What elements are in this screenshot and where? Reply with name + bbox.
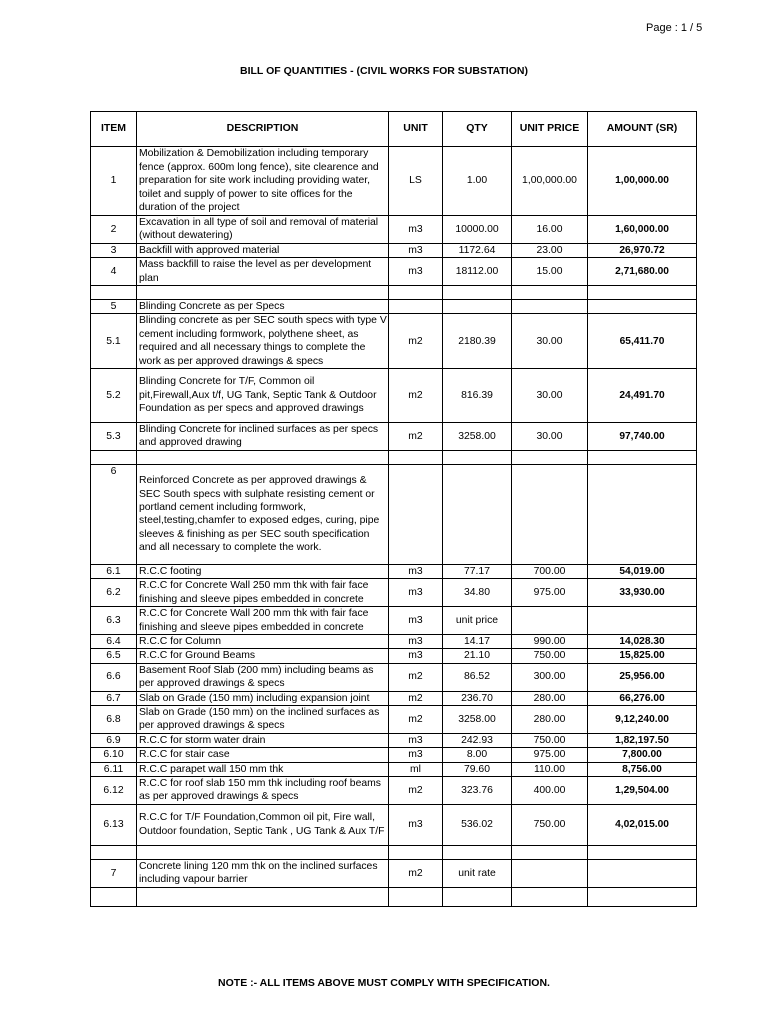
table-header-row <box>91 112 697 147</box>
table-row <box>91 691 697 705</box>
description-cell: Blinding concrete as per SEC south specs with type V cement including formwork, polythene sheet, as required and all necessary things to complete the work as per approved drawings & specs <box>137 314 389 369</box>
unit-price-cell: 15.00 <box>512 258 588 286</box>
qty-cell: 18112.00 <box>443 258 512 286</box>
item-cell: 6.6 <box>91 663 137 691</box>
unit-cell: m3 <box>389 634 443 648</box>
column-header-item: ITEM <box>91 112 137 147</box>
item-cell: 6.12 <box>91 776 137 804</box>
qty-cell: 536.02 <box>443 804 512 845</box>
table-row <box>91 663 697 691</box>
amount-cell: 24,491.70 <box>588 369 697 423</box>
table-row <box>91 314 697 369</box>
qty-cell <box>443 300 512 314</box>
amount-cell <box>588 300 697 314</box>
description-cell: R.C.C for stair case <box>137 748 389 762</box>
qty-cell: 3258.00 <box>443 423 512 451</box>
qty-cell: 1.00 <box>443 147 512 216</box>
column-header-qty: QTY <box>443 112 512 147</box>
unit-price-cell: 280.00 <box>512 691 588 705</box>
description-cell <box>137 450 389 464</box>
amount-cell: 14,028.30 <box>588 634 697 648</box>
unit-cell: m3 <box>389 804 443 845</box>
table-row <box>91 733 697 747</box>
unit-price-cell: 280.00 <box>512 705 588 733</box>
unit-price-cell <box>512 464 588 564</box>
table-row <box>91 776 697 804</box>
qty-cell: 77.17 <box>443 564 512 578</box>
description-cell: R.C.C for storm water drain <box>137 733 389 747</box>
bill-of-quantities-table <box>90 111 697 907</box>
column-header-unit: UNIT <box>389 112 443 147</box>
unit-cell: m3 <box>389 748 443 762</box>
table-row <box>91 887 697 906</box>
unit-cell: m2 <box>389 691 443 705</box>
item-cell: 7 <box>91 859 137 887</box>
qty-cell: 14.17 <box>443 634 512 648</box>
description-cell: Mobilization & Demobilization including temporary fence (approx. 600m long fence), site clearence and preparation for site work including providing water, toilet and supply of power to site offices for the duration of the project <box>137 147 389 216</box>
description-cell: Excavation in all type of soil and removal of material (without dewatering) <box>137 216 389 244</box>
table-row <box>91 216 697 244</box>
unit-price-cell: 30.00 <box>512 369 588 423</box>
table-row <box>91 705 697 733</box>
table-row <box>91 859 697 887</box>
description-cell: Blinding Concrete for T/F, Common oil pit,Firewall,Aux t/f, UG Tank, Septic Tank & Outdoor Foundation as per specs and approved drawings <box>137 369 389 423</box>
description-cell: Blinding Concrete as per Specs <box>137 300 389 314</box>
unit-price-cell: 16.00 <box>512 216 588 244</box>
qty-cell: 236.70 <box>443 691 512 705</box>
item-cell: 2 <box>91 216 137 244</box>
unit-cell: m3 <box>389 243 443 257</box>
amount-cell <box>588 464 697 564</box>
amount-cell: 54,019.00 <box>588 564 697 578</box>
qty-cell: 8.00 <box>443 748 512 762</box>
unit-price-cell: 975.00 <box>512 748 588 762</box>
amount-cell: 1,82,197.50 <box>588 733 697 747</box>
item-cell <box>91 450 137 464</box>
description-cell: R.C.C for roof slab 150 mm thk including roof beams as per approved drawings & specs <box>137 776 389 804</box>
item-cell: 5 <box>91 300 137 314</box>
column-header-unit-price: UNIT PRICE <box>512 112 588 147</box>
unit-price-cell: 1,00,000.00 <box>512 147 588 216</box>
item-cell: 6.4 <box>91 634 137 648</box>
item-cell: 6.7 <box>91 691 137 705</box>
qty-cell <box>443 286 512 300</box>
amount-cell: 4,02,015.00 <box>588 804 697 845</box>
description-cell: R.C.C for Concrete Wall 200 mm thk with fair face finishing and sleeve pipes embedded in concrete <box>137 607 389 635</box>
item-cell: 6.10 <box>91 748 137 762</box>
amount-cell: 66,276.00 <box>588 691 697 705</box>
table-row <box>91 748 697 762</box>
amount-cell <box>588 286 697 300</box>
table-row <box>91 243 697 257</box>
page-number: Page : 1 / 5 <box>646 22 703 34</box>
unit-cell: m2 <box>389 423 443 451</box>
table-row <box>91 423 697 451</box>
table-row <box>91 804 697 845</box>
qty-cell: 34.80 <box>443 579 512 607</box>
item-cell: 6.1 <box>91 564 137 578</box>
amount-cell: 1,29,504.00 <box>588 776 697 804</box>
qty-cell: 1172.64 <box>443 243 512 257</box>
description-cell: R.C.C parapet wall 150 mm thk <box>137 762 389 776</box>
qty-cell: 86.52 <box>443 663 512 691</box>
table-body <box>91 147 697 907</box>
description-cell: R.C.C for Column <box>137 634 389 648</box>
unit-price-cell <box>512 887 588 906</box>
description-cell: Blinding Concrete for inclined surfaces as per specs and approved drawing <box>137 423 389 451</box>
unit-cell <box>389 887 443 906</box>
qty-cell: 21.10 <box>443 649 512 663</box>
unit-cell: m3 <box>389 649 443 663</box>
qty-cell: 79.60 <box>443 762 512 776</box>
item-cell: 3 <box>91 243 137 257</box>
amount-cell: 26,970.72 <box>588 243 697 257</box>
qty-cell: 323.76 <box>443 776 512 804</box>
unit-price-cell: 700.00 <box>512 564 588 578</box>
unit-cell: m2 <box>389 663 443 691</box>
unit-price-cell: 750.00 <box>512 804 588 845</box>
description-cell: R.C.C for T/F Foundation,Common oil pit, Fire wall, Outdoor foundation, Septic Tank , UG Tank & Aux T/F <box>137 804 389 845</box>
description-cell: Basement Roof Slab (200 mm) including beams as per approved drawings & specs <box>137 663 389 691</box>
unit-price-cell <box>512 607 588 635</box>
qty-cell: unit rate <box>443 859 512 887</box>
unit-price-cell <box>512 450 588 464</box>
amount-cell <box>588 845 697 859</box>
unit-price-cell <box>512 300 588 314</box>
unit-cell: m2 <box>389 314 443 369</box>
unit-price-cell: 23.00 <box>512 243 588 257</box>
item-cell: 6.3 <box>91 607 137 635</box>
qty-cell: unit price <box>443 607 512 635</box>
item-cell: 5.1 <box>91 314 137 369</box>
amount-cell: 1,00,000.00 <box>588 147 697 216</box>
table-row <box>91 762 697 776</box>
table-row <box>91 464 697 564</box>
unit-price-cell: 30.00 <box>512 314 588 369</box>
unit-cell: ml <box>389 762 443 776</box>
description-cell: Mass backfill to raise the level as per development plan <box>137 258 389 286</box>
qty-cell <box>443 887 512 906</box>
unit-cell: m2 <box>389 705 443 733</box>
qty-cell <box>443 450 512 464</box>
item-cell: 6.5 <box>91 649 137 663</box>
table-row <box>91 258 697 286</box>
item-cell: 6.13 <box>91 804 137 845</box>
amount-cell <box>588 859 697 887</box>
table-row <box>91 649 697 663</box>
description-cell: R.C.C footing <box>137 564 389 578</box>
unit-cell <box>389 300 443 314</box>
table-row <box>91 450 697 464</box>
table-row <box>91 845 697 859</box>
description-cell: R.C.C for Ground Beams <box>137 649 389 663</box>
qty-cell: 816.39 <box>443 369 512 423</box>
unit-price-cell: 750.00 <box>512 649 588 663</box>
amount-cell: 2,71,680.00 <box>588 258 697 286</box>
description-cell <box>137 286 389 300</box>
table-row <box>91 286 697 300</box>
amount-cell: 7,800.00 <box>588 748 697 762</box>
unit-price-cell <box>512 859 588 887</box>
unit-cell: m2 <box>389 369 443 423</box>
unit-price-cell <box>512 286 588 300</box>
unit-cell: m3 <box>389 579 443 607</box>
unit-price-cell: 975.00 <box>512 579 588 607</box>
table-row <box>91 607 697 635</box>
description-cell: Slab on Grade (150 mm) including expansion joint <box>137 691 389 705</box>
amount-cell: 1,60,000.00 <box>588 216 697 244</box>
description-cell: Reinforced Concrete as per approved drawings & SEC South specs with sulphate resisting cement or portland cement including formwork, steel,testing,chamfer to exposed edges, curing, pipe sleeves & finishing as per SEC south specification and all necessary to complete the work. <box>137 464 389 564</box>
item-cell: 6.8 <box>91 705 137 733</box>
description-cell <box>137 887 389 906</box>
description-cell: Slab on Grade (150 mm) on the inclined surfaces as per approved drawings & specs <box>137 705 389 733</box>
table-row <box>91 564 697 578</box>
unit-cell: m3 <box>389 733 443 747</box>
table-row <box>91 634 697 648</box>
unit-cell: m2 <box>389 776 443 804</box>
unit-cell: m3 <box>389 258 443 286</box>
qty-cell <box>443 845 512 859</box>
amount-cell: 25,956.00 <box>588 663 697 691</box>
amount-cell <box>588 450 697 464</box>
amount-cell: 15,825.00 <box>588 649 697 663</box>
unit-cell <box>389 450 443 464</box>
item-cell: 6.9 <box>91 733 137 747</box>
unit-cell <box>389 845 443 859</box>
item-cell: 6.2 <box>91 579 137 607</box>
qty-cell: 242.93 <box>443 733 512 747</box>
column-header-description: DESCRIPTION <box>137 112 389 147</box>
document-title: BILL OF QUANTITIES - (CIVIL WORKS FOR SUBSTATION) <box>240 65 528 77</box>
table-row <box>91 369 697 423</box>
description-cell: Concrete lining 120 mm thk on the inclined surfaces including vapour barrier <box>137 859 389 887</box>
qty-cell: 10000.00 <box>443 216 512 244</box>
item-cell: 5.3 <box>91 423 137 451</box>
unit-price-cell <box>512 845 588 859</box>
unit-price-cell: 30.00 <box>512 423 588 451</box>
qty-cell: 2180.39 <box>443 314 512 369</box>
item-cell: 5.2 <box>91 369 137 423</box>
item-cell: 1 <box>91 147 137 216</box>
compliance-note: NOTE :- ALL ITEMS ABOVE MUST COMPLY WITH SPECIFICATION. <box>218 977 550 989</box>
unit-price-cell: 300.00 <box>512 663 588 691</box>
item-cell: 6 <box>91 464 137 564</box>
unit-cell: m3 <box>389 607 443 635</box>
unit-cell: m3 <box>389 216 443 244</box>
table-row <box>91 579 697 607</box>
item-cell: 4 <box>91 258 137 286</box>
qty-cell <box>443 464 512 564</box>
item-cell <box>91 286 137 300</box>
amount-cell <box>588 607 697 635</box>
unit-cell: LS <box>389 147 443 216</box>
column-header-amount: AMOUNT (SR) <box>588 112 697 147</box>
amount-cell <box>588 887 697 906</box>
amount-cell: 65,411.70 <box>588 314 697 369</box>
item-cell <box>91 887 137 906</box>
unit-cell: m3 <box>389 564 443 578</box>
qty-cell: 3258.00 <box>443 705 512 733</box>
table-row <box>91 300 697 314</box>
unit-cell <box>389 286 443 300</box>
amount-cell: 8,756.00 <box>588 762 697 776</box>
amount-cell: 97,740.00 <box>588 423 697 451</box>
unit-cell <box>389 464 443 564</box>
item-cell: 6.11 <box>91 762 137 776</box>
table-row <box>91 147 697 216</box>
amount-cell: 9,12,240.00 <box>588 705 697 733</box>
amount-cell: 33,930.00 <box>588 579 697 607</box>
unit-price-cell: 750.00 <box>512 733 588 747</box>
description-cell: Backfill with approved material <box>137 243 389 257</box>
unit-price-cell: 110.00 <box>512 762 588 776</box>
unit-cell: m2 <box>389 859 443 887</box>
description-cell: R.C.C for Concrete Wall 250 mm thk with fair face finishing and sleeve pipes embedded in concrete <box>137 579 389 607</box>
description-cell <box>137 845 389 859</box>
unit-price-cell: 990.00 <box>512 634 588 648</box>
unit-price-cell: 400.00 <box>512 776 588 804</box>
item-cell <box>91 845 137 859</box>
